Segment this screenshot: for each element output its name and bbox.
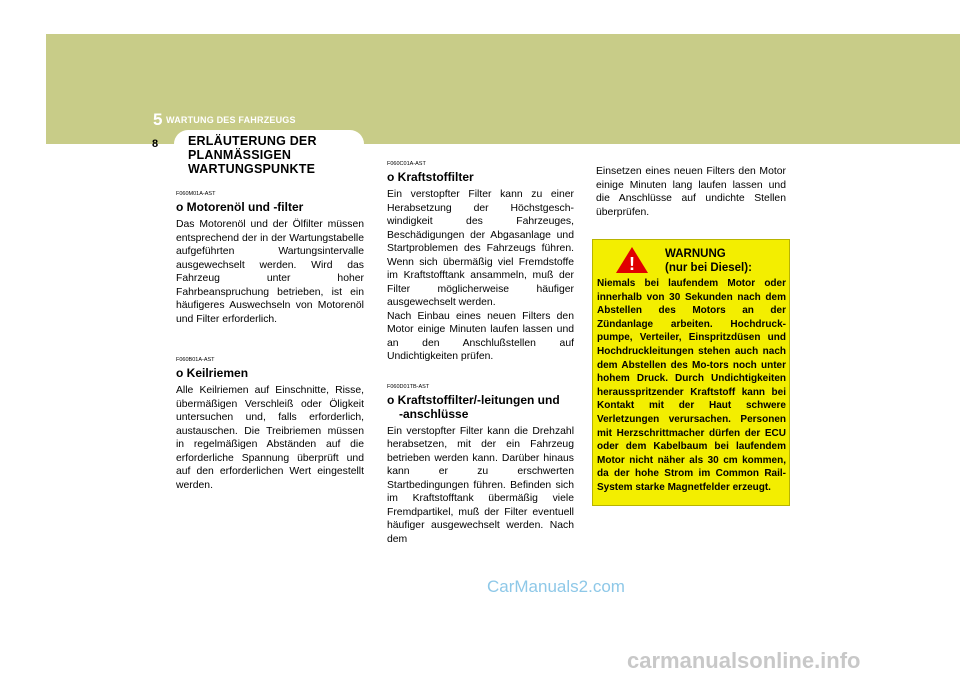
watermark-carmanualsonline: carmanualsonline.info bbox=[627, 648, 861, 673]
header-band bbox=[46, 34, 960, 144]
warning-exclamation: ! bbox=[629, 254, 635, 274]
column-2 bbox=[387, 160, 574, 546]
warning-box bbox=[592, 239, 790, 506]
chapter-title: WARTUNG DES FAHRZEUGS bbox=[166, 115, 296, 125]
warning-title-line2: (nur bei Diesel): bbox=[665, 262, 752, 274]
column-3 bbox=[596, 165, 786, 219]
section-body-drive-belts: Alle Keilriemen auf Einschnitte, Risse, übermäßigen Verschleiß oder Öligkeit untersuchen und, falls erforderlich, austauschen. Die Treibriemen müssen in regelmäßigen Abständen auf die erforderliche Spannung überprüft und auf den erforderlichen Wert eingestellt werden. bbox=[176, 385, 364, 491]
watermark-carmanuals2[interactable]: CarManuals2.com bbox=[487, 577, 625, 596]
section-title-fuel-lines bbox=[387, 393, 574, 421]
section-code: F060B01A-AST bbox=[176, 357, 215, 363]
section-body-fuel-filter-2: Nach Einbau eines neuen Filters den Motor einige Minuten laufen lassen und an den Anschlußstellen auf Undichtigkeiten prüfen. bbox=[387, 310, 574, 362]
section-title-engine-oil: o Motorenöl und -filter bbox=[176, 200, 304, 214]
section-body-engine-oil: Das Motorenöl und der Ölfilter müssen entsprechend der in der Wartungstabelle aufgeführten Wartungsintervalle ausgewechselt werden. Wird das Fahrzeug unter hoher Fahrbeanspruchung betrieben, ist ein häufigeres Auswechseln von Motorenöl und Filter erforderlich. bbox=[176, 219, 364, 325]
warning-title bbox=[645, 247, 785, 275]
continuation-text: Einsetzen eines neuen Filters den Motor einige Minuten lang laufen lassen und die Anschlüsse auf undichte Stellen überprüfen. bbox=[596, 166, 786, 218]
section-code: F060M01A-AST bbox=[176, 191, 216, 197]
chapter-number: 5 bbox=[153, 110, 163, 129]
section-title-fuel-filter: o Kraftstoffilter bbox=[387, 170, 474, 184]
section-code: F060D01TB-AST bbox=[387, 383, 430, 390]
section-heading: ERLÄUTERUNG DER PLANMÄSSIGEN WARTUNGSPUNKTE bbox=[188, 134, 317, 176]
section-code: F060C01A-AST bbox=[387, 161, 426, 167]
section-title-fuel-lines-line1: o Kraftstoffilter/-leitungen und bbox=[387, 392, 560, 407]
section-title-fuel-lines-line2: -anschlüsse bbox=[399, 406, 469, 421]
page-number: 8 bbox=[152, 138, 159, 150]
section-body-fuel-filter: Ein verstopfter Filter kann zu einer Herabsetzung der Höchstgesch-windigkeit des Fahrzeuges, Beschädigungen der Abgasanlage und Startproblemen des Fahrzeugs führen. Wenn sich übermäßig viel Fremdstoffe im Kraftstofftank ansammeln, muß der Filter möglicherweise häufiger ausgewechselt werden. bbox=[387, 189, 574, 308]
warning-triangle-icon bbox=[615, 246, 649, 274]
warning-title-line1: WARNUNG bbox=[665, 248, 726, 260]
section-body-fuel-lines: Ein verstopfter Filter kann die Drehzahl herabsetzen, mit der ein Fahrzeug betrieben werden kann. Darüber hinaus kann er zu erschwerten Startbedingungen führen. Befinden sich im Kraftstofftank übermäßig viele Fremdpartikel, muß der Filter eventuell häufiger ausgewechselt werden. Nach dem bbox=[387, 425, 574, 545]
column-1 bbox=[176, 190, 364, 492]
warning-text: Niemals bei laufendem Motor oder innerhalb von 30 Sekunden nach dem Abstellen des Motors an der Zündanlage arbeiten. Hochdruck-pumpe, Verteiler, Einspritzdüsen und Hochdruckleitungen stehen auch nach dem Abstellen des Mo-tors noch unter hohem Druck. Durch Undichtigkeiten herausspritzender Kraftstoff kann bei Kontakt mit der Haut schwere Verletzungen verursachen. Personen mit Herzschrittmacher dürfen der ECU oder dem Kabelbaum bei laufendem Motor nicht näher als 30 cm kommen, da der hohe Strom im Common Rail-System starke Magnetfelder erzeugt. bbox=[597, 278, 786, 493]
section-title-drive-belts: o Keilriemen bbox=[176, 366, 249, 380]
